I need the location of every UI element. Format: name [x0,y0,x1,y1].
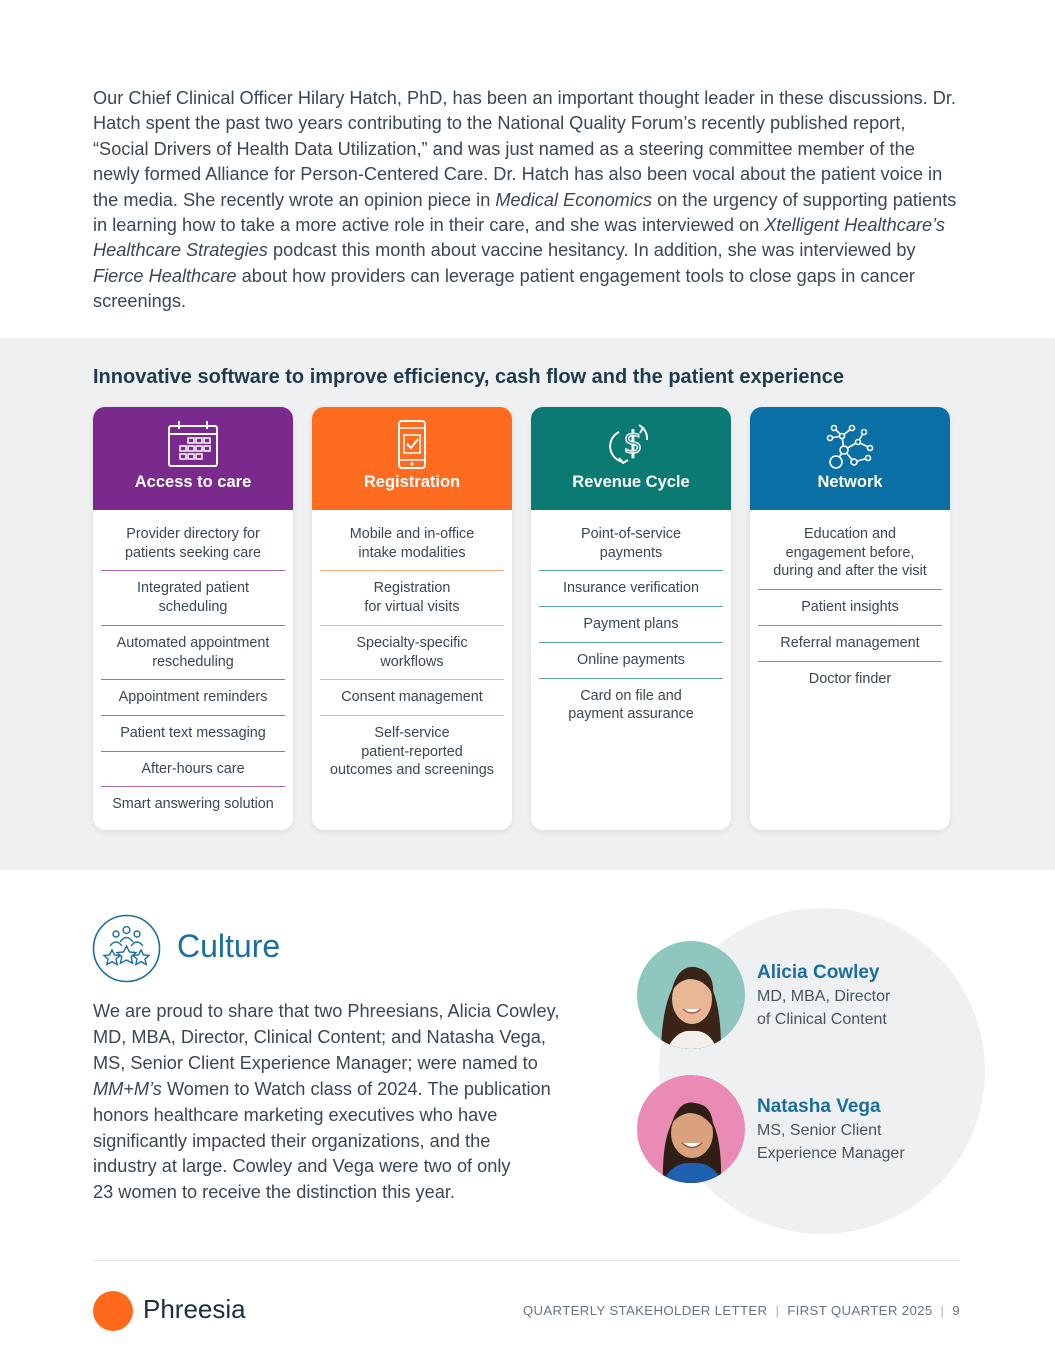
list-item: Consent management [320,680,504,716]
culture-text: Women to Watch class of 2024. The publication honors healthcare marketing executives who have significantly impacted their organizations, and the industry at large. Cowley and Vega were two of only 23 women to receive the distinction this year. [93,1078,551,1203]
page-number: 9 [952,1303,960,1318]
list-item: Patient text messaging [101,716,285,752]
card-items [312,510,512,788]
network-icon [824,420,876,470]
card-network [750,407,950,830]
list-item: Automated appointment rescheduling [101,626,285,680]
card-title: Registration [363,473,461,491]
list-item: Education and engagement before, during and after the visit [758,517,942,590]
culture-title: Culture [177,928,281,964]
publication-mmm: MM+M’s [93,1078,162,1099]
list-item: Point-of-service payments [539,517,723,571]
publication-healthcare-strategies: Xtelligent Healthcare’s Healthcare Strategies [93,215,945,261]
list-item: Integrated patient scheduling [101,571,285,625]
footer-info [523,1303,960,1318]
culture-paragraph [93,999,603,1206]
list-item: Referral management [758,626,942,662]
mobile-check-icon [396,420,428,470]
publication-medical-economics: Medical Economics [495,189,653,210]
software-section-title: Innovative software to improve efficiency, cash flow and the patient experience [93,366,844,388]
list-item: Appointment reminders [101,680,285,716]
card-access-to-care [93,407,293,830]
card-title: Access to care [134,473,252,491]
list-item: Smart answering solution [112,796,274,813]
person-role: MD, MBA, Director of Clinical Content [757,988,891,1028]
phreesia-logo-mark [93,1291,133,1331]
culture-text: We are proud to share that two Phreesians, Alicia Cowley, MD, MBA, Director, Clinical Content; and Natasha Vega, MS, Senior Client Experience Manager; were named to [93,1001,560,1073]
card-header [531,407,731,510]
svg-text:$: $ [623,426,643,461]
footer-separator: | [775,1303,780,1318]
people-stars-icon [92,914,161,983]
card-items [93,510,293,822]
card-header [750,407,950,510]
calendar-icon [167,420,219,468]
list-item: Provider directory for patients seeking care [101,517,285,571]
card-title: Network [817,473,883,491]
list-item: Specialty-specific workflows [320,626,504,680]
list-item: Patient insights [758,590,942,626]
list-item: Mobile and in-office intake modalities [320,517,504,571]
intro-text: Our Chief Clinical Officer Hilary Hatch, PhD, has been an important thought leader in these discussions. Dr. Hatch spent the past two years contributing to the National Quality Forum’s recently published report, “Social Drivers of Health Data Utilization,” and was just named as a steering committee member of the newly formed Alliance for Person-Centered Care. Dr. Hatch has also been vocal about the patient voice in the media. She recently wrote an opinion piece in [93,88,956,210]
list-item: Card on file and payment assurance [568,687,694,723]
card-header [312,407,512,510]
intro-text: about how providers can leverage patient engagement tools to close gaps in cancer screenings. [93,265,915,312]
phreesia-logo: Phreesia [143,1294,246,1324]
list-item: Doctor finder [808,670,892,687]
list-item: Registration for virtual visits [320,571,504,625]
list-item: Self-service patient-reported outcomes and screenings [330,724,494,779]
footer-period: FIRST QUARTER 2025 [787,1303,933,1318]
intro-text: podcast this month about vaccine hesitancy. In addition, she was interviewed by [267,240,916,261]
intro-text: on the urgency of supporting patients in learning how to take a more active role in their care, and she was interviewed on [93,189,957,236]
footer-separator: | [940,1303,945,1318]
footer-doc-title: QUARTERLY STAKEHOLDER LETTER [522,1303,768,1318]
avatar-natasha-vega [637,1075,745,1183]
footer-divider [93,1260,960,1261]
publication-fierce-healthcare: Fierce Healthcare [93,265,237,286]
list-item: Online payments [539,643,723,679]
intro-paragraph [93,86,963,315]
dollar-cycle-icon [609,420,653,470]
card-revenue-cycle [531,407,731,830]
card-title: Revenue Cycle [572,473,690,491]
card-registration [312,407,512,830]
card-items [750,510,950,696]
card-items [531,510,731,732]
person-name: Alicia Cowley [757,962,880,983]
person-name: Natasha Vega [757,1096,881,1117]
person-role: MS, Senior Client Experience Manager [757,1122,905,1162]
avatar-alicia-cowley [637,941,745,1049]
list-item: After-hours care [101,752,285,788]
card-header [93,407,293,510]
list-item: Insurance verification [539,571,723,607]
list-item: Payment plans [539,607,723,643]
